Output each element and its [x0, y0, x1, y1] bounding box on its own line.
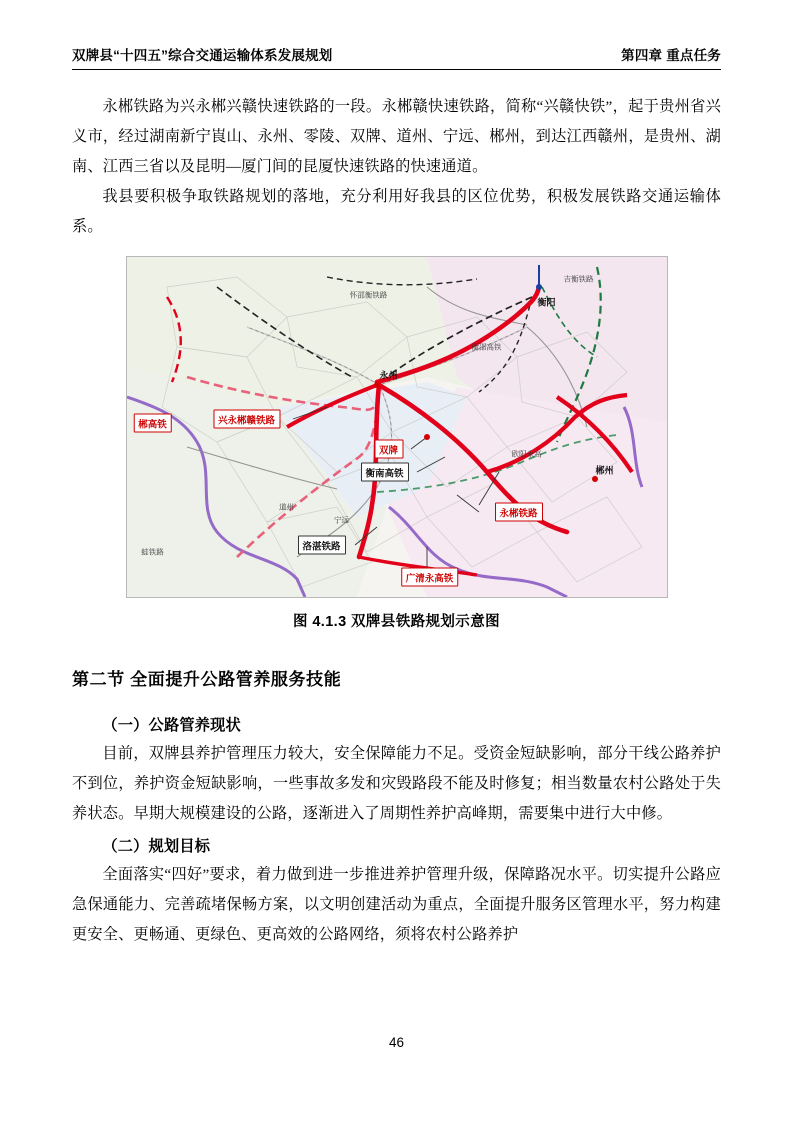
header-divider [72, 69, 721, 70]
figure-caption: 图 4.1.3 双牌县铁路规划示意图 [292, 614, 500, 630]
map-label-13: 广清永高铁 [401, 568, 459, 587]
section-heading-2: 第二节 全面提升公路管养服务技能 [72, 670, 342, 689]
map-node-shuangpai [424, 434, 430, 440]
map-label-2: 衡阳 [537, 297, 556, 308]
map-label-4: 永州 [379, 370, 398, 381]
map-label-15: 宁远 [334, 515, 349, 525]
header-left-title: 双牌县“十四五”综合交通运输体系发展规划 [72, 48, 333, 63]
map-label-1: 怀邵衡铁路 [349, 290, 388, 300]
map-image [126, 256, 668, 598]
map-node-hengyang [536, 284, 542, 290]
page-footer [0, 1035, 793, 1050]
map-label-12: 洛湛铁路 [297, 536, 345, 555]
subsection-heading-1: （一）公路管养现状 [102, 717, 241, 734]
map-vector [127, 257, 667, 597]
paragraph-county-strategy: 我县要积极争取铁路规划的落地，充分利用好我县的区位优势，积极发展铁路交通运输体系。 [72, 188, 721, 235]
map-label-5: 郴高铁 [133, 414, 172, 433]
map-label-7: 双牌 [374, 440, 403, 459]
map-label-0: 吉衡铁路 [563, 274, 594, 284]
map-node-chenzhou [592, 476, 598, 482]
subsection-heading-2: （二）规划目标 [102, 838, 211, 855]
map-label-9: 欧阳永高 [511, 449, 542, 459]
paragraph-maintenance-status: 目前，双牌县养护管理压力较大，安全保障能力不足。受资金短缺影响，部分干线公路养护不到位，养护资金短缺影响，一些事故多发和灾毁路段不能及时修复；相当数量农村公路处于失养状态。早期大规模建设的公路，逐渐进入了周期性养护高峰期，需要集中进行大中修。 [72, 745, 721, 822]
map-label-11: 永郴铁路 [494, 503, 542, 522]
page-number: 46 [388, 1035, 405, 1050]
paragraph-planning-goals: 全面落实“四好”要求，着力做到进一步推进养护管理升级，保障路况水平。切实提升公路应急保通能力、完善疏堵保畅方案，以文明创建活动为重点，全面提升服务区管理水平，努力构建更安全、更畅通、更绿色、更高效的公路网络，须将农村公路养护 [72, 866, 721, 943]
map-label-16: 道州 [279, 502, 294, 512]
page-header [72, 44, 721, 69]
paragraph-railway-intro: 永郴铁路为兴永郴兴赣快速铁路的一段。永郴赣快速铁路，简称“兴赣快铁”，起于贵州省兴义市，经过湖南新宁崀山、永州、零陵、双牌、道州、宁远、郴州，到达江西赣州，是贵州、湖南、江西三省以及昆明—厦门间的昆厦快速铁路的快速通道。 [72, 98, 721, 175]
map-label-10: 郴州 [595, 465, 614, 476]
map-label-6: 兴永郴赣铁路 [213, 410, 280, 429]
map-label-14: 蛙铁路 [141, 547, 164, 557]
header-right-title: 第四章 重点任务 [621, 48, 721, 63]
map-label-3: 衡邵高铁 [471, 342, 502, 352]
figure-railway-plan [72, 256, 721, 631]
map-label-8: 衡南高铁 [360, 463, 408, 482]
map-node-yongzhou [374, 382, 380, 388]
